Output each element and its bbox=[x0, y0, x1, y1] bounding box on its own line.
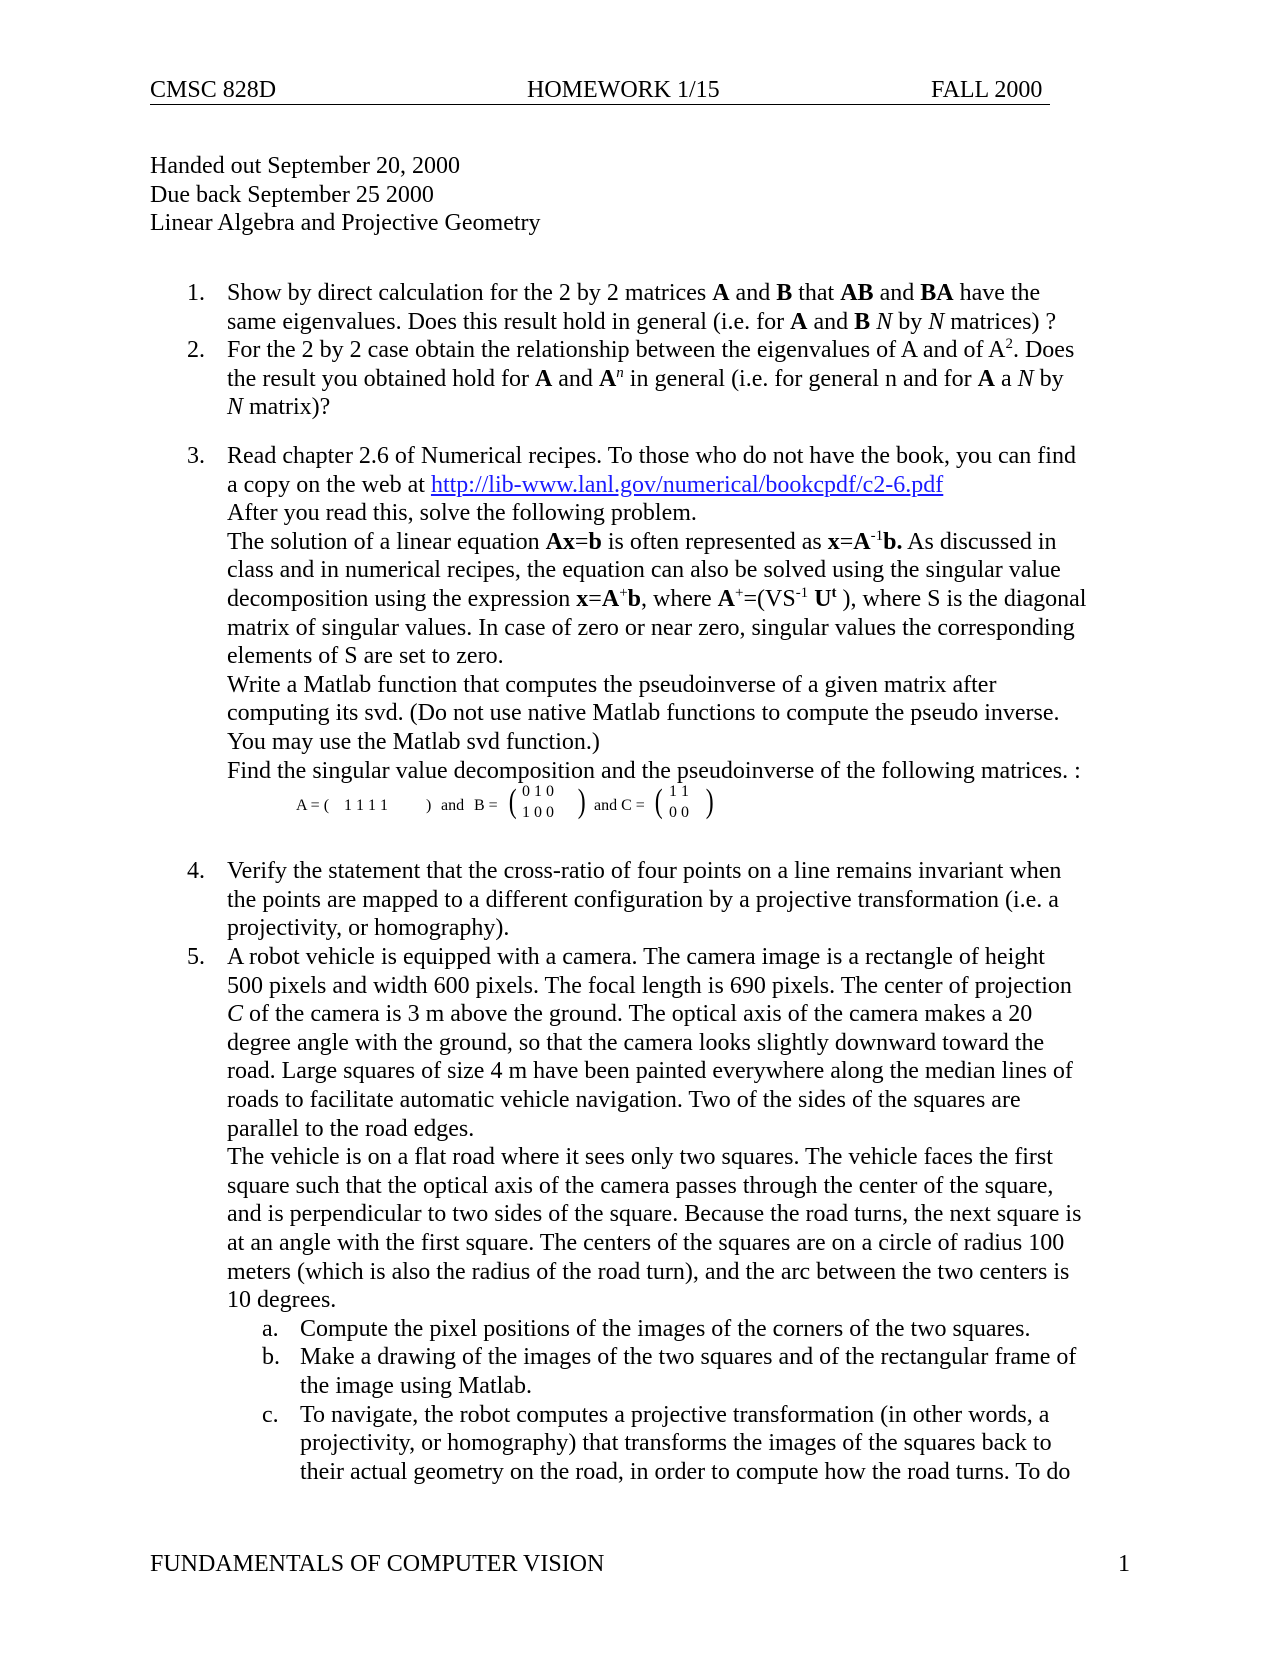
question-line: You may use the Matlab svd function.) bbox=[227, 728, 600, 755]
matrix-a-values: 1 1 1 1 bbox=[344, 797, 388, 814]
page-header bbox=[150, 76, 1050, 105]
question-line: For the 2 by 2 case obtain the relationship between the eigenvalues of A and of $A^2$. Does bbox=[227, 336, 1075, 363]
question-line: class and in numerical recipes, the equation can also be solved using the singular value bbox=[227, 557, 1061, 584]
question-line: Show by direct calculation for the 2 by 2 matrices A and B that AB and BA have the bbox=[227, 280, 1041, 306]
subquestion-letter: b. bbox=[262, 1344, 280, 1371]
question-line: 10 degrees. bbox=[227, 1287, 337, 1314]
subquestion-b bbox=[0, 1343, 1280, 1400]
subquestion-letter: a. bbox=[262, 1315, 279, 1342]
matrix-c-row: 0 0 bbox=[669, 804, 689, 821]
question-line: 500 pixels and width 600 pixels. The focal length is 690 pixels. The center of projection bbox=[227, 972, 1072, 999]
question-3 bbox=[0, 442, 1280, 785]
question-number: 2. bbox=[187, 337, 205, 363]
question-number: 1. bbox=[187, 280, 205, 306]
question-line: Read chapter 2.6 of Numerical recipes. To those who do not have the book, you can find bbox=[227, 443, 1076, 469]
question-line: projectivity, or homography). bbox=[227, 915, 510, 942]
question-line: computing its svd. (Do not use native Matlab functions to compute the pseudo inverse. bbox=[227, 700, 1060, 727]
subquestion-line: projectivity, or homography) that transforms the images of the squares back to bbox=[300, 1430, 1052, 1457]
question-line: Verify the statement that the cross-ratio of four points on a line remains invariant when bbox=[227, 858, 1062, 884]
question-line: elements of S are set to zero. bbox=[227, 643, 504, 670]
matrix-b-row: 1 0 0 bbox=[522, 804, 554, 821]
left-paren: ( bbox=[508, 783, 517, 820]
right-paren: ) bbox=[577, 783, 586, 820]
matrix-a-label: A = ( bbox=[296, 797, 330, 814]
question-5 bbox=[0, 943, 1280, 1486]
question-line: the result you obtained hold for A and $A^n$ in general (i.e. for general n and for A a N by bbox=[227, 364, 1064, 392]
page-footer bbox=[150, 1550, 1130, 1580]
matrix-b-row: 0 1 0 bbox=[522, 783, 554, 800]
page-number: 1 bbox=[1118, 1551, 1130, 1577]
subquestion-c bbox=[0, 1401, 1280, 1487]
term: FALL 2000 bbox=[931, 77, 1043, 103]
question-line: square such that the optical axis of the camera passes through the center of the square, bbox=[227, 1172, 1054, 1199]
question-number: 5. bbox=[187, 944, 205, 970]
question-line: same eigenvalues. Does this result hold in general (i.e. for A and B N by N matrices) ? bbox=[227, 308, 1057, 335]
question-line: matrix of singular values. In case of zero or near zero, singular values the corresponding bbox=[227, 614, 1075, 641]
question-line: The vehicle is on a flat road where it sees only two squares. The vehicle faces the first bbox=[227, 1144, 1053, 1171]
and-text: and bbox=[441, 797, 465, 814]
question-line: a copy on the web at http://lib-www.lanl.gov/numerical/bookcpdf/c2-6.pdf bbox=[227, 471, 944, 498]
subquestion-line: Make a drawing of the images of the two squares and of the rectangular frame of bbox=[300, 1344, 1077, 1371]
question-line: road. Large squares of size 4 m have been painted everywhere along the median lines of bbox=[227, 1058, 1073, 1085]
question-line: parallel to the road edges. bbox=[227, 1115, 475, 1142]
footer-course-name: FUNDAMENTALS OF COMPUTER VISION bbox=[150, 1551, 605, 1577]
question-1 bbox=[0, 279, 1280, 336]
question-line: degree angle with the ground, so that the camera looks slightly downward toward the bbox=[227, 1029, 1045, 1056]
right-paren: ) bbox=[705, 783, 714, 820]
subquestion-a bbox=[0, 1315, 1280, 1344]
matrix-a-close: ) bbox=[426, 797, 432, 814]
question-2 bbox=[0, 336, 1280, 422]
question-line: The solution of a linear equation Ax=b is often represented as $x=A^{-1}b$. As discussed in bbox=[227, 527, 1057, 555]
subquestion-line: their actual geometry on the road, in order to compute how the road turns. To do bbox=[300, 1458, 1071, 1485]
question-4 bbox=[0, 857, 1280, 943]
question-line: Write a Matlab function that computes the pseudoinverse of a given matrix after bbox=[227, 671, 997, 698]
subquestion-line: Compute the pixel positions of the images of the corners of the two squares. bbox=[300, 1315, 1031, 1342]
course-code: CMSC 828D bbox=[150, 77, 277, 103]
handed-out-date: Handed out September 20, 2000 bbox=[150, 153, 460, 179]
matrix-definitions bbox=[296, 778, 746, 830]
question-line: and is perpendicular to two sides of the square. Because the road turns, the next square is bbox=[227, 1201, 1082, 1228]
subquestion-line: To navigate, the robot computes a projective transformation (in other words, a bbox=[300, 1401, 1050, 1428]
matrix-c-label: and C = bbox=[594, 797, 645, 814]
homework-title: HOMEWORK 1/15 bbox=[527, 77, 720, 103]
question-number: 3. bbox=[187, 443, 205, 469]
question-line: C of the camera is 3 m above the ground. The optical axis of the camera makes a 20 bbox=[227, 1001, 1033, 1028]
question-line: After you read this, solve the following problem. bbox=[227, 500, 697, 527]
topic: Linear Algebra and Projective Geometry bbox=[150, 210, 541, 237]
question-line: meters (which is also the radius of the road turn), and the arc between the two centers is bbox=[227, 1258, 1070, 1285]
question-line: at an angle with the first square. The centers of the squares are on a circle of radius 100 bbox=[227, 1229, 1065, 1256]
question-line: the points are mapped to a different configuration by a projective transformation (i.e. a bbox=[227, 886, 1059, 913]
numerical-recipes-link[interactable]: http://lib-www.lanl.gov/numerical/bookcpdf/c2-6.pdf bbox=[430, 471, 944, 498]
due-date: Due back September 25 2000 bbox=[150, 181, 434, 208]
question-line: decomposition using the expression x=A+b, where $A^+=(VS^{-1}$ $U^t$ ), where S is the diagonal bbox=[227, 584, 1087, 612]
question-line: roads to facilitate automatic vehicle navigation. Two of the sides of the squares are bbox=[227, 1086, 1021, 1113]
matrix-c-row: 1 1 bbox=[669, 783, 689, 800]
left-paren: ( bbox=[654, 783, 663, 820]
intro-block bbox=[150, 152, 1100, 238]
question-line: A robot vehicle is equipped with a camera. The camera image is a rectangle of height bbox=[227, 944, 1045, 970]
question-number: 4. bbox=[187, 858, 205, 884]
subquestion-line: the image using Matlab. bbox=[300, 1372, 532, 1399]
question-line: Find the singular value decomposition and the pseudoinverse of the following matrices. : bbox=[227, 757, 1081, 784]
question-line: N matrix)? bbox=[227, 394, 331, 421]
matrix-b-label: B = bbox=[474, 797, 498, 814]
subquestion-letter: c. bbox=[262, 1401, 279, 1428]
